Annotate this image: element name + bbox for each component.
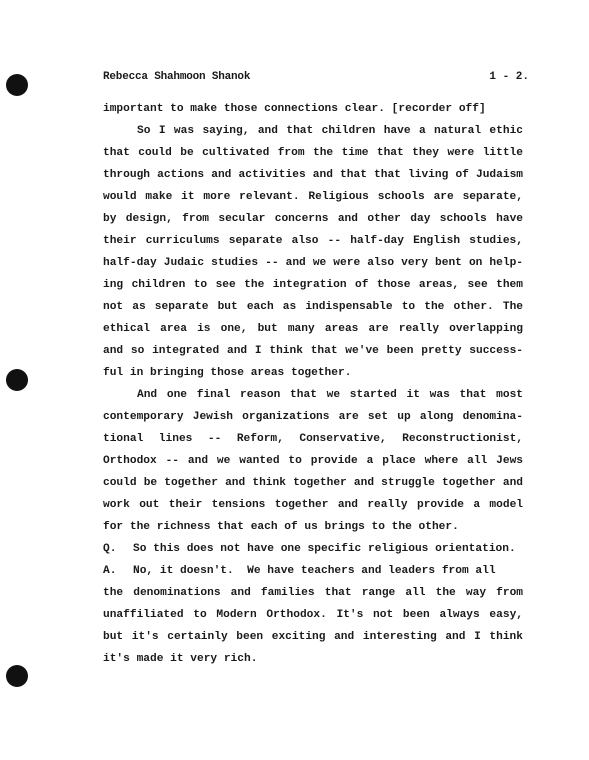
text-line: it's made it very rich. [103,653,258,665]
text-line: ing children to see the integration of those areas, see them [103,279,523,291]
text-line: the denominations and families that range all the way from [103,587,523,599]
text-line: tional lines -- Reform, Conservative, Reconstructionist, [103,433,523,445]
text-line: ethical area is one, but many areas are really overlapping [103,323,523,335]
text-line: contemporary Jewish organizations are set up along denomina- [103,411,523,423]
header-author: Rebecca Shahmoon Shanok [103,71,251,83]
text-line: but it's certainly been exciting and interesting and I think [103,631,523,643]
text-line: unaffiliated to Modern Orthodox. It's not been always easy, [103,609,523,621]
text-line: So I was saying, and that children have a natural ethic [137,125,523,137]
text-line: ful in bringing those areas together. [103,367,352,379]
text-line: could be together and think together and struggle together and [103,477,523,489]
answer-line [103,560,523,582]
text-line: and so integrated and I think that we've been pretty success- [103,345,523,357]
question-marker: Q. [103,543,117,555]
binder-hole-top [6,74,28,96]
text-line: their curriculums separate also -- half-day English studies, [103,235,523,247]
text-line: And one final reason that we started it was that most [137,389,523,401]
text-line: not as separate but each as indispensable to the other. The [103,301,523,313]
transcript-body [103,98,523,670]
text-line: important to make those connections clear. [recorder off] [103,103,486,115]
text-line: that could be cultivated from the time that they were little [103,147,523,159]
text-line: for the richness that each of us brings to the other. [103,521,459,533]
binder-hole-middle [6,369,28,391]
page-header [103,69,529,85]
text-line: would make it more relevant. Religious schools are separate, [103,191,523,203]
text-line: through actions and activities and that that living of Judaism [103,169,523,181]
question-text: So this does not have one specific religious orientation. [133,543,516,555]
header-page-number: 1 - 2. [489,71,529,83]
text-line: by design, from secular concerns and other day schools have [103,213,523,225]
text-line: Orthodox -- and we wanted to provide a place where all Jews [103,455,523,467]
binder-hole-bottom [6,665,28,687]
text-line: work out their tensions together and really provide a model [103,499,523,511]
answer-text: No, it doesn't. We have teachers and leaders from all [133,565,496,577]
answer-marker: A. [103,565,117,577]
question-line [103,538,523,560]
text-line: half-day Judaic studies -- and we were also very bent on help- [103,257,523,269]
